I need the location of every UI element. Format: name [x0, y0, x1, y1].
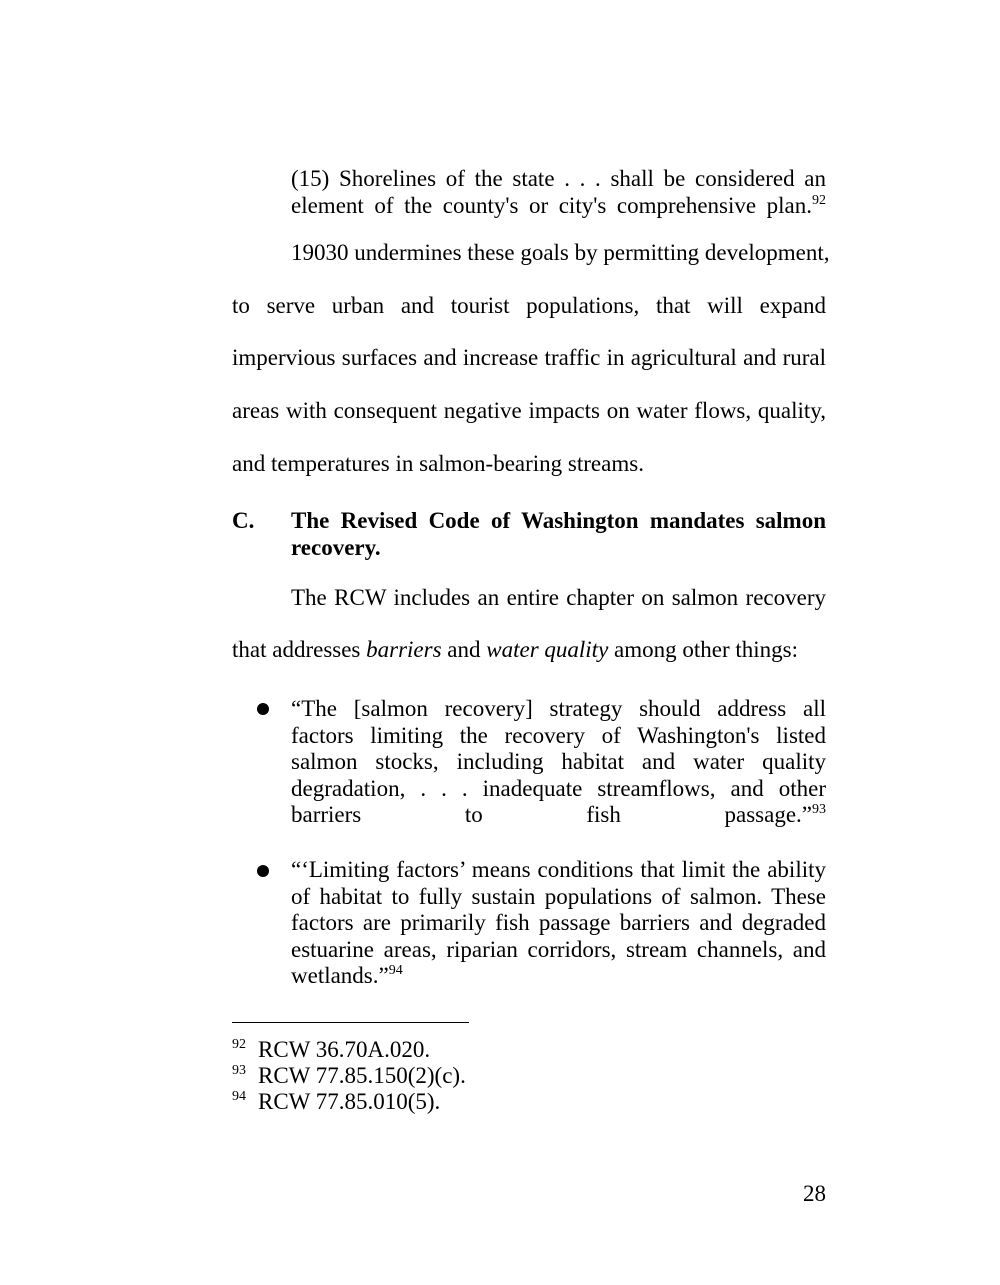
paragraph-line: impervious surfaces and increase traffic in agricultural and rural [232, 345, 826, 370]
block-quote [291, 165, 826, 219]
paragraph-line [232, 635, 826, 665]
footnote-93: 93 RCW 77.85.150(2)(c). [232, 1063, 466, 1088]
emphasis-barriers: barriers [366, 637, 442, 662]
emphasis-water-quality: water quality [486, 637, 609, 662]
bullet-text: “‘Limiting factors’ means conditions that limit the ability of habitat to fully sustain populations of salmon. These factors are primarily fish passage barriers and degraded estuarine areas, riparian corridors, stream channels, and wetlands.” [291, 857, 826, 988]
bullet-icon [257, 865, 269, 877]
list-item [291, 857, 826, 990]
section-letter: C. [232, 508, 255, 533]
footnote-text: RCW 77.85.010(5). [258, 1089, 441, 1114]
paragraph-line: to serve urban and tourist populations, that will expand [232, 293, 826, 318]
footnote-text: RCW 77.85.150(2)(c). [258, 1063, 466, 1088]
text-run: that addresses [232, 637, 367, 662]
paragraph-line: and temperatures in salmon-bearing streams. [232, 451, 644, 476]
paragraph-line: areas with consequent negative impacts on water flows, quality, [232, 398, 826, 423]
footnote-divider [232, 1022, 469, 1023]
text-run: and [441, 637, 487, 662]
footnote-ref-92[interactable]: 92 [812, 193, 826, 208]
section-heading: The Revised Code of Washington mandates salmon recovery. [291, 508, 826, 560]
paragraph-line: 19030 undermines these goals by permitting development, [291, 240, 830, 265]
page-number: 28 [803, 1181, 826, 1206]
text-run: among other things: [608, 637, 799, 662]
list-item [291, 696, 826, 829]
footnote-text: RCW 36.70A.020. [258, 1037, 431, 1062]
block-quote-text: (15) Shorelines of the state . . . shall be considered an element of the county's or city's comprehensive plan. [291, 166, 826, 218]
footnote-ref-93[interactable]: 93 [812, 802, 826, 817]
bullet-text: “The [salmon recovery] strategy should address all factors limiting the recovery of Washington's listed salmon stocks, including habitat and water quality degradation, . . . inadequate streamflows, and other barriers to fish passage.” [291, 696, 826, 827]
footnote-92: 92 RCW 36.70A.020. [232, 1037, 431, 1062]
footnote-94: 94 RCW 77.85.010(5). [232, 1089, 441, 1114]
footnote-ref-94[interactable]: 94 [388, 963, 403, 978]
paragraph-line: The RCW includes an entire chapter on salmon recovery [291, 585, 826, 610]
bullet-icon [257, 703, 269, 715]
